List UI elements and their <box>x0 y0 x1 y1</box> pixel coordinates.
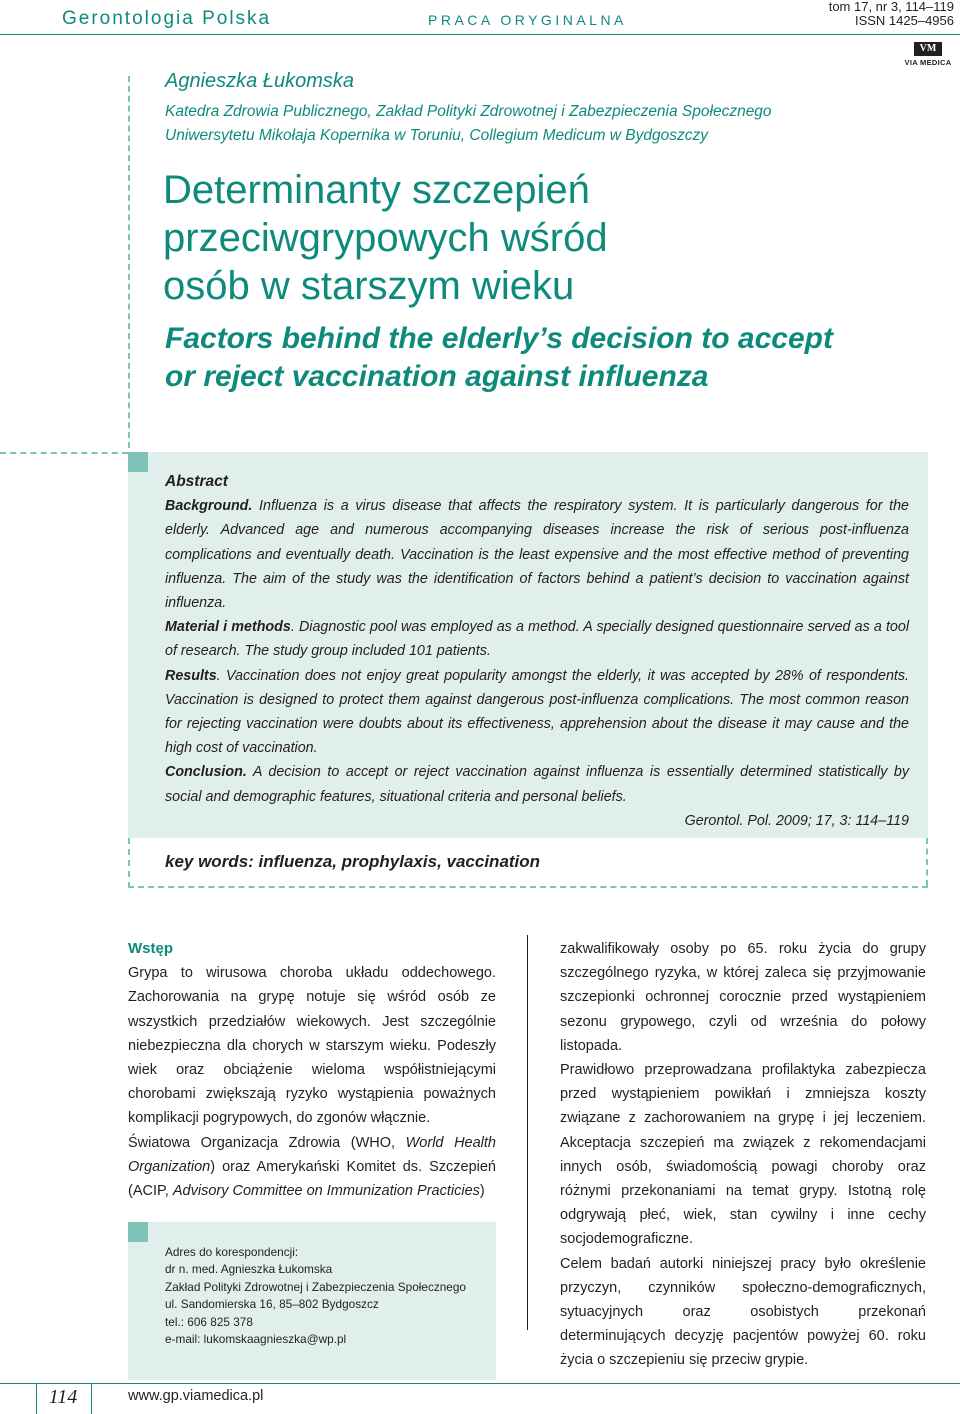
dashed-guide-left-top <box>128 76 130 448</box>
background-text: Influenza is a virus disease that affects the respiratory system. It is particularly dangerous for the elderly. Advanced age and numerous accompanying diseases increase the risk of serious post-influenza complications and eventually death. Vaccination is the least expensive and the most effective method of preventing influenza. The aim of the study was the identification of factors behind a patient’s decision to vaccination against influenza. <box>165 498 909 612</box>
section-heading: Wstęp <box>128 940 173 957</box>
article-type-label: PRACA ORYGINALNA <box>428 12 627 28</box>
journal-name: Gerontologia Polska <box>62 8 272 29</box>
methods-text: . Diagnostic pool was employed as a method. A specially designed questionnaire served as a tool of research. The study group included 101 patients. <box>165 619 909 660</box>
column-divider <box>527 935 528 1330</box>
text-run: ) oraz Amerykański Komitet ds. Szczepień (ACIP, <box>128 1158 496 1200</box>
paragraph: Celem badań autorki niniejszej pracy było określenie przyczyn, czynników społeczno-demograficznych, sytuacyjnych oraz osobistych przekonań determinujących decyzję pacjentów powyżej 60. roku życia o szczepieniu się przeciw grypie. <box>560 1255 926 1369</box>
correspondence <box>165 1244 466 1348</box>
logo-mark: VM <box>914 42 942 56</box>
issn-line: ISSN 1425–4956 <box>854 13 954 28</box>
paragraph <box>128 1131 496 1204</box>
affiliation-line: Uniwersytetu Mikołaja Kopernika w Toruniu, Collegium Medicum w Bydgoszczy <box>165 127 709 144</box>
correspondence-line: tel.: 606 825 378 <box>165 1314 253 1329</box>
title-line: osób w starszym wieku <box>163 264 575 308</box>
keywords: key words: influenza, prophylaxis, vaccination <box>165 852 541 871</box>
title-line: Factors behind the elderly’s decision to accept <box>165 322 833 355</box>
publisher-logo <box>902 38 954 67</box>
conclusion-label: Conclusion. <box>165 764 247 781</box>
abstract-background <box>165 494 909 615</box>
correspondence-email: e-mail: lukomskaagnieszka@wp.pl <box>165 1332 347 1347</box>
body-column-left <box>128 937 496 1203</box>
affiliation-line: Katedra Zdrowia Publicznego, Zakład Polityki Zdrowotnej i Zabezpieczenia Społecznego <box>165 103 772 120</box>
paragraph: Prawidłowo przeprowadzana profilaktyka zabezpiecza przed wystąpieniem powikłań i zmniejsza koszty związane z zachorowaniem na grypę i jej leczeniem. Akceptacja szczepień ma związek z rekomendacjami innych osób, świadomością powagi choroby oraz różnymi przekonaniami na temat grypy. Istotną rolę odgrywają płeć, wiek, stan cywilny i inne cechy socjodemograficzne. <box>560 1062 926 1248</box>
paragraph: zakwalifikowały osoby po 65. roku życia do grupy szczególnego ryzyka, w której zaleca się przyjmowanie szczepionki ochronnej corocznie przed wystąpieniem sezonu grypowego, czyli od września do połowy listopada. <box>560 941 926 1054</box>
dashed-guide-bottom <box>128 886 928 888</box>
abstract-results <box>165 664 909 761</box>
dashed-guide-right <box>926 838 928 886</box>
methods-label: Material i methods <box>165 619 291 636</box>
abstract <box>165 470 909 833</box>
dashed-guide-left-bottom <box>128 838 130 888</box>
text-run: Advisory Committee on Immunization Practicies <box>172 1183 480 1200</box>
abstract-heading: Abstract <box>165 473 228 490</box>
abstract-citation: Gerontol. Pol. 2009; 17, 3: 114–119 <box>684 812 909 829</box>
correspondence-line: dr n. med. Agnieszka Łukomska <box>165 1262 333 1277</box>
text-run: Światowa Organizacja Zdrowia (WHO, <box>128 1134 406 1151</box>
volume-info <box>829 0 954 28</box>
dashed-guide-abstract-left <box>0 452 128 454</box>
abstract-corner-marker <box>128 452 148 472</box>
page-number: 114 <box>48 1386 78 1408</box>
paragraph: Grypa to wirusowa choroba układu oddechowego. Zachorowania na grypę notuje się wśród osób ze wszystkich przedziałów wiekowych. Jest szczególnie niebezpieczna dla chorych w starszym wieku. Podeszły wiek oraz obciążenie wieloma współistniejącymi chorobami zwiększają ryzyko wystąpienia poważnych komplikacji pogrypowych, do zgonów włącznie. <box>128 965 496 1127</box>
results-text: . Vaccination does not enjoy great popularity amongst the elderly, it was accepted by 28% of respondents. Vaccination is designed to protect them against dangerous post-influenza complications. The most common reason for rejecting vaccination were doubts about its effectiveness, apprehension about the disease it may cause and the high cost of vaccination. <box>165 667 909 757</box>
conclusion-text: A decision to accept or reject vaccination against influenza is essentially determined statistically by social and demographic features, situational criteria and personal beliefs. <box>165 764 909 805</box>
text-run: World Health Organization <box>128 1134 496 1175</box>
correspondence-line: ul. Sandomierska 16, 85–802 Bydgoszcz <box>165 1297 379 1312</box>
title-line: or reject vaccination against influenza <box>165 360 709 393</box>
volume-line: tom 17, nr 3, 114–119 <box>828 0 954 14</box>
correspondence-line: Zakład Polityki Zdrowotnej i Zabezpieczenia Społecznego <box>165 1279 466 1294</box>
title-line: Determinanty szczepień <box>163 168 590 212</box>
author-name: Agnieszka Łukomska <box>165 70 354 92</box>
website-link[interactable]: www.gp.viamedica.pl <box>128 1388 264 1404</box>
results-label: Results <box>165 667 217 684</box>
body-column-right <box>560 937 926 1373</box>
header-rule <box>0 34 960 35</box>
footer-rule <box>0 1383 960 1384</box>
title-english <box>165 320 885 396</box>
background-label: Background. <box>165 498 253 515</box>
text-run: ) <box>479 1183 485 1200</box>
affiliation <box>165 100 885 148</box>
title-line: przeciwgrypowych wśród <box>163 216 608 260</box>
correspondence-line: Adres do korespondencji: <box>165 1245 299 1259</box>
logo-text: VIA MEDICA <box>904 58 952 67</box>
correspondence-corner-marker <box>128 1222 148 1242</box>
abstract-conclusion <box>165 760 909 808</box>
title-polish <box>163 166 863 310</box>
abstract-methods <box>165 615 909 663</box>
